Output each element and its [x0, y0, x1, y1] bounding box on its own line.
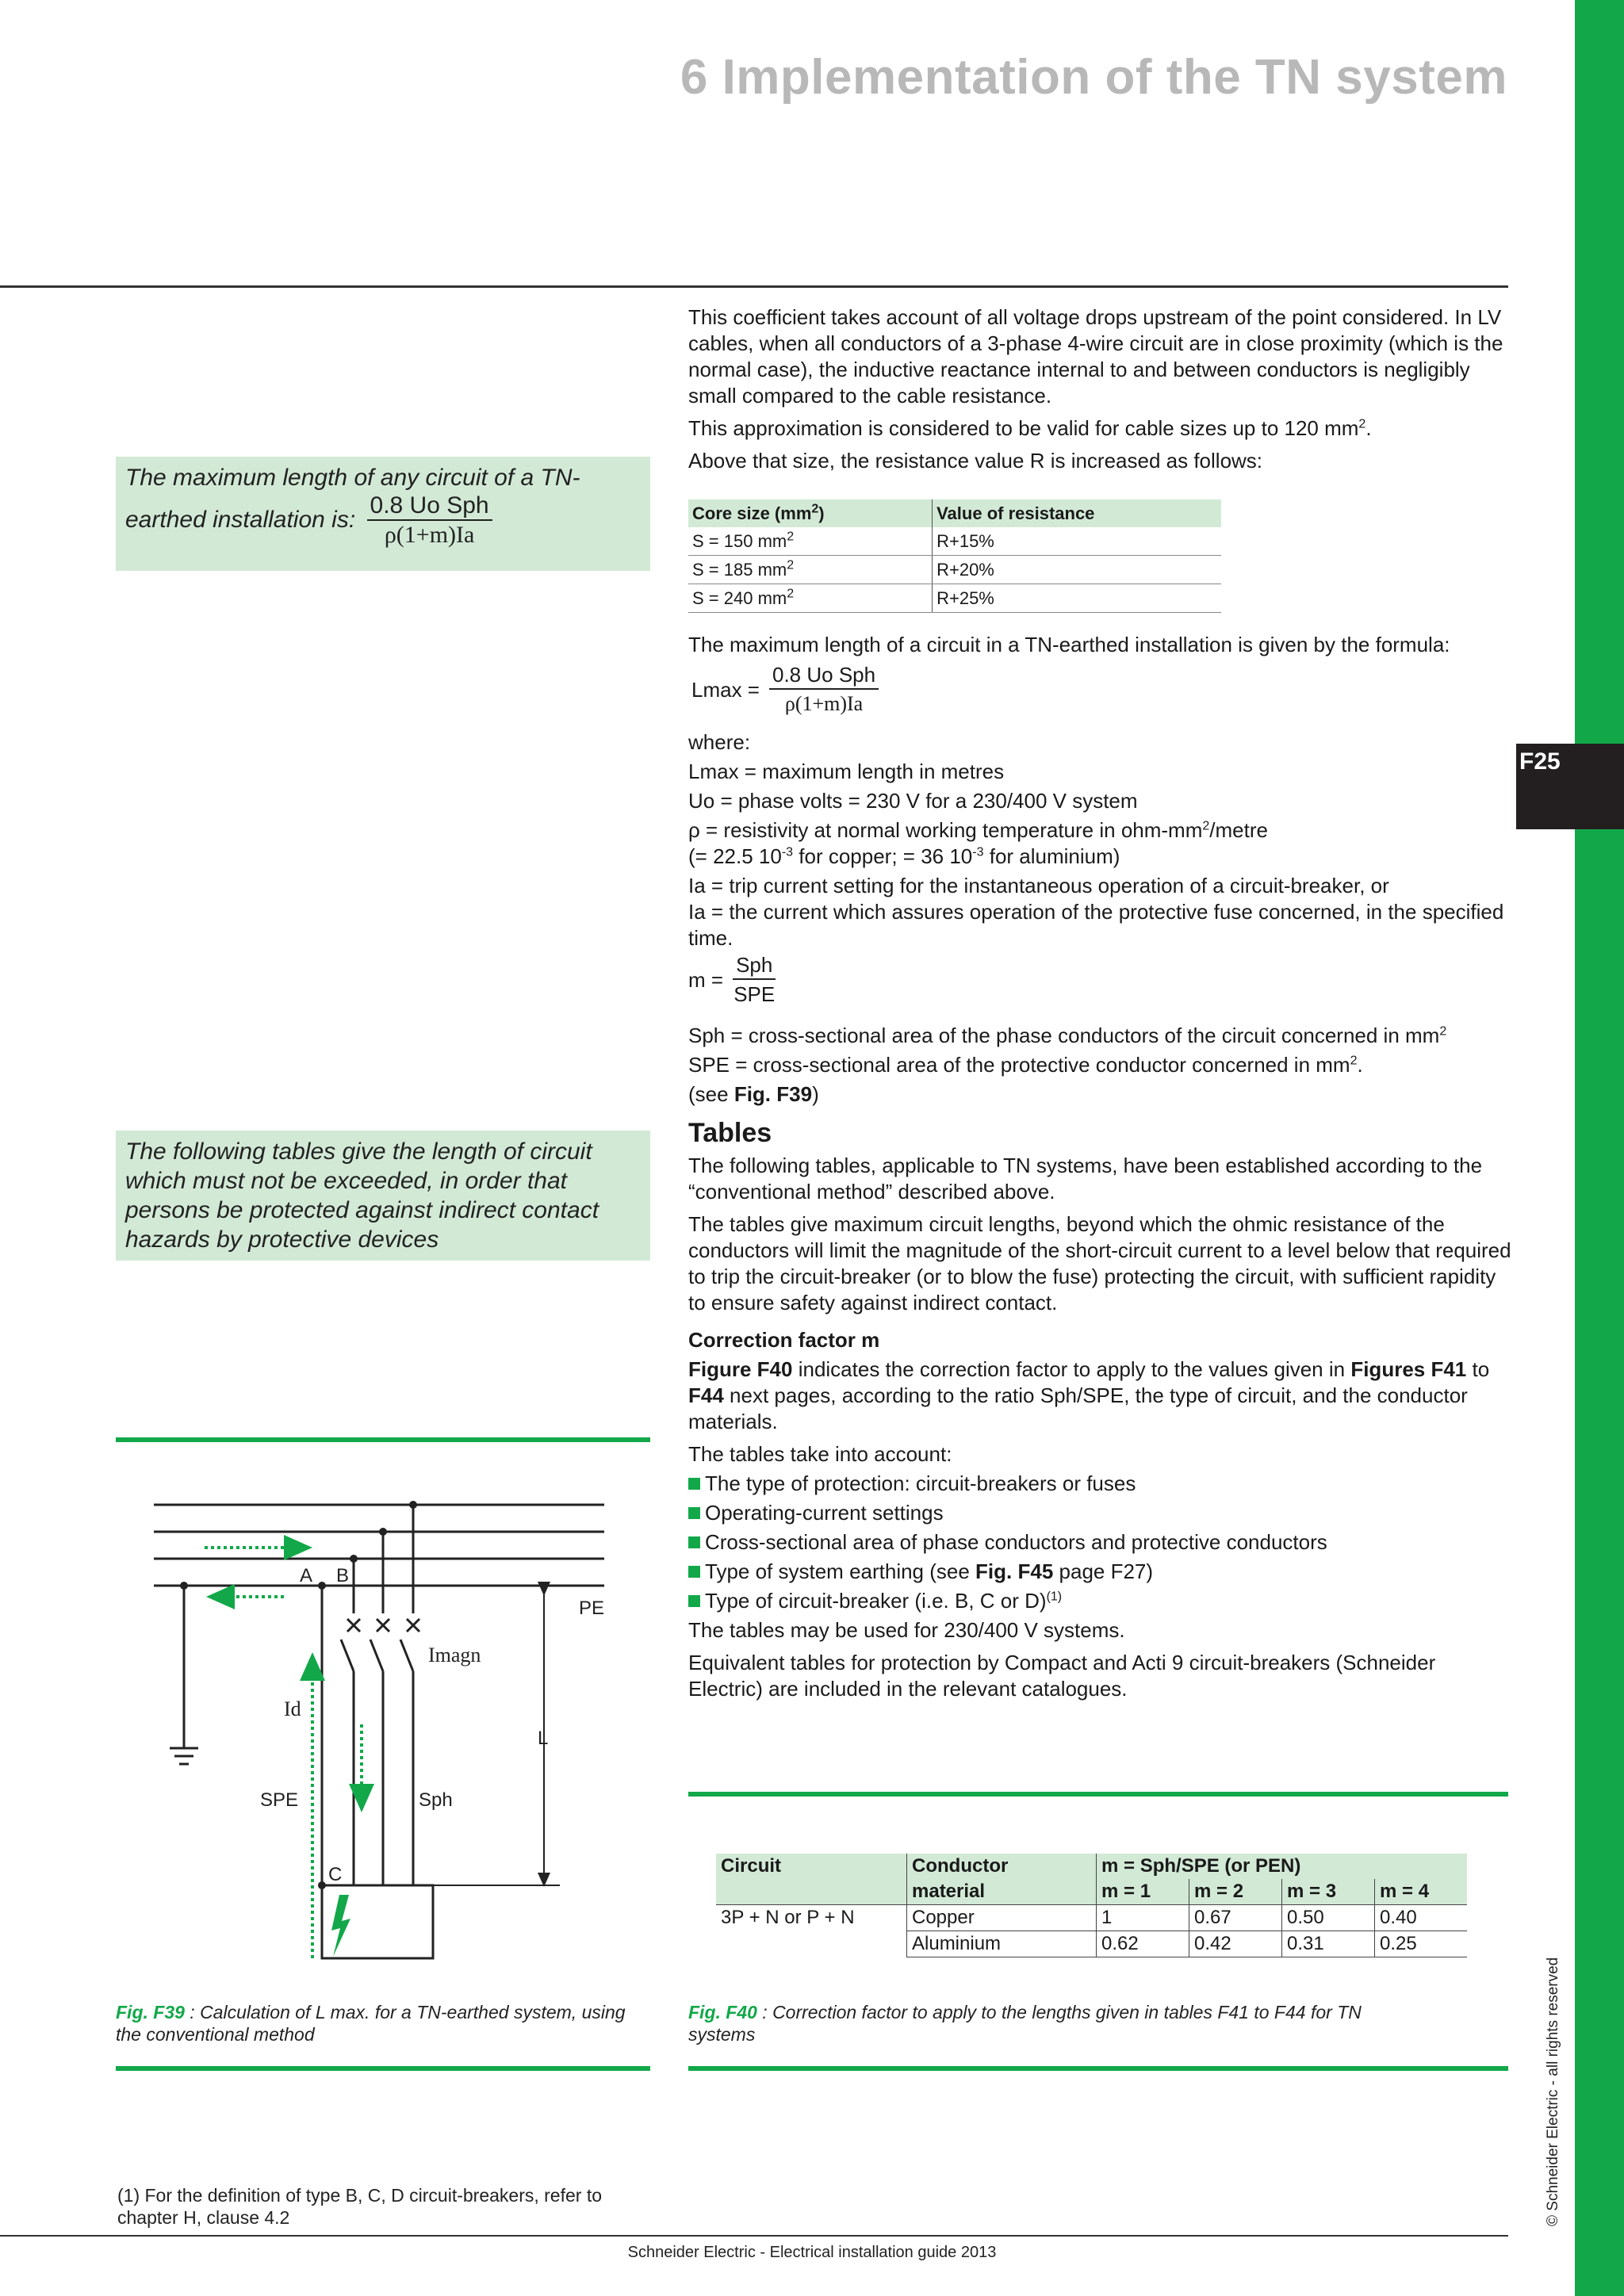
footnote: (1) For the definition of type B, C, D circuit-breakers, refer to chapter H, clause 4.2 — [117, 2185, 603, 2228]
paragraph: Equivalent tables for protection by Compact and Acti 9 circuit-breakers (Schneider Electric) are included in the relevant catalogues. — [688, 1651, 1436, 1701]
summary-text: The maximum length of any circuit of a TN-earthed installation is: — [125, 465, 580, 533]
breaker-contacts — [347, 1619, 419, 1632]
header-rule — [0, 285, 1508, 288]
label-a: A — [300, 1565, 313, 1586]
summary-box-max-length — [116, 457, 650, 571]
table-cell: 0.67 — [1189, 1905, 1282, 1931]
figure-caption-f39 — [116, 2001, 650, 2045]
section-heading: Tables — [688, 1118, 772, 1148]
definition-line: Sph = cross-sectional area of the phase conductors of the circuit concerned in $mm^2$ — [688, 1024, 1447, 1047]
table-row — [716, 1905, 1467, 1931]
bullet-item: Operating-current settings — [688, 1500, 1513, 1526]
footer-text: Schneider Electric - Electrical installation guide 2013 — [627, 2244, 997, 2261]
label-id: Id — [284, 1697, 301, 1720]
correction-factor-table — [716, 1854, 1467, 1957]
paragraph: This approximation is considered to be valid for cable sizes up to 120 $mm^2$. — [688, 416, 1372, 440]
summary-box-tables — [116, 1131, 650, 1261]
column-header — [716, 1879, 907, 1905]
formula-numerator: Sph — [733, 951, 776, 980]
paragraph: The following tables, applicable to TN systems, have been established according to the “conventional method” described above. — [688, 1154, 1483, 1203]
formula-numerator: 0.8 Uo Sph — [367, 492, 492, 521]
table-cell: R+25% — [933, 584, 1221, 613]
formula-denominator: ρ(1+m)Ia — [784, 692, 864, 715]
bullet-item: Cross-sectional area of phase conductors and protective conductors — [688, 1529, 1513, 1556]
column-header: m = 3 — [1282, 1879, 1375, 1905]
definition-line: (see Fig. F39) — [688, 1082, 819, 1106]
table-cell: 0.62 — [1097, 1931, 1189, 1957]
bullet-item: Type of system earthing (see Fig. F45 page F27) — [688, 1559, 1513, 1585]
definition-line: Lmax = maximum length in metres — [688, 760, 1005, 783]
table-row — [688, 584, 1221, 613]
copyright-notice: © Schneider Electric - all rights reserved — [1545, 1957, 1561, 2226]
formula-fraction — [769, 661, 879, 718]
table-cell — [716, 1931, 907, 1957]
caption-text: : Calculation of L max. for a TN-earthed system, using the conventional method — [116, 2002, 626, 2045]
column-header: m = 4 — [1375, 1879, 1468, 1905]
label-l: L — [538, 1728, 549, 1749]
table-header-row — [688, 499, 1221, 527]
paragraph: Above that size, the resistance value R is increased as follows: — [688, 449, 1263, 473]
page-number-tab — [1516, 744, 1624, 829]
tn-system-diagram — [116, 1475, 650, 1982]
paragraph: This coefficient takes account of all voltage drops upstream of the point considered. In LV cables, when all conductors of a 3-phase 4-wire circuit are in close proximity (which is the normal case), the inductive reactance internal to and between conductors is negligibly small compared to the cable resistance. — [688, 305, 1503, 408]
figure-rule — [116, 2066, 650, 2071]
table-cell: 0.50 — [1282, 1905, 1375, 1931]
definition-line: SPE = cross-sectional area of the protective conductor concerned in $mm^2$. — [688, 1053, 1363, 1077]
column-header: Value of resistance — [933, 499, 1221, 527]
table-cell: Copper — [907, 1905, 1097, 1931]
column-header: Circuit — [716, 1854, 907, 1879]
formula-denominator: SPE — [733, 982, 776, 1006]
label-b: B — [336, 1565, 350, 1586]
paragraph: The tables give maximum circuit lengths, beyond which the ohmic resistance of the conductors will limit the magnitude of the short-circuit current to a level below that required to trip the circuit-breaker (or to blow the fuse) protecting the circuit, with sufficient rapidity to ensure safety against indirect contact. — [688, 1212, 1511, 1314]
table-row — [688, 527, 1221, 556]
table-cell: 0.40 — [1375, 1905, 1468, 1931]
column-header: Core size $(mm^2)$ — [688, 499, 933, 527]
column-header: material — [907, 1879, 1097, 1905]
column-header: m = Sph/SPE (or PEN) — [1097, 1854, 1468, 1879]
formula-lhs: Lmax = — [691, 677, 760, 702]
formula-fraction — [733, 951, 776, 1008]
definition-line: (= 22.5 $10^{-3}$ for copper; = 36 $10^{-3}$ for aluminium) — [688, 844, 1120, 868]
table-cell: S = 185 $mm^2$ — [688, 556, 933, 584]
column-header: m = 1 — [1097, 1879, 1189, 1905]
formula-denominator: ρ(1+m)Ia — [384, 522, 475, 548]
bullet-item: The type of protection: circuit-breakers or fuses — [688, 1471, 1513, 1497]
caption-text: : Correction factor to apply to the lengths given in tables F41 to F44 for TN systems — [688, 2002, 1362, 2045]
table-cell: S = 150 $mm^2$ — [688, 527, 933, 556]
paragraph: The tables take into account: — [688, 1442, 952, 1466]
column-header: m = 2 — [1189, 1879, 1282, 1905]
table-cell: 0.42 — [1189, 1931, 1282, 1957]
label-spe: SPE — [260, 1789, 299, 1811]
definition-line: Uo = phase volts = 230 V for a 230/400 V system — [688, 789, 1138, 813]
paragraph: The tables may be used for 230/400 V systems. — [688, 1618, 1125, 1642]
label-imagn: Imagn — [428, 1644, 481, 1667]
definition-line: Ia = the current which assures operation of the protective fuse concerned, in the specified time. — [688, 900, 1504, 950]
caption-label: Fig. F40 — [688, 2002, 757, 2022]
table-cell: 1 — [1097, 1905, 1189, 1931]
label-c: C — [328, 1864, 343, 1885]
caption-label: Fig. F39 — [116, 2002, 185, 2022]
table-row — [716, 1931, 1467, 1957]
page-number: F25 — [1519, 748, 1561, 775]
figure-rule — [688, 2066, 1508, 2071]
definition-line: ρ = resistivity at normal working temperature in ohm-$mm^2$/metre — [688, 818, 1268, 842]
label-sph: Sph — [419, 1789, 453, 1811]
resistance-table — [688, 499, 1221, 613]
table-header-row — [716, 1879, 1467, 1905]
table-cell: Aluminium — [907, 1931, 1097, 1957]
figure-rule — [116, 1437, 650, 1442]
paragraph: The maximum length of a circuit in a TN-earthed installation is given by the formula: — [688, 633, 1450, 656]
formula-lhs: m = — [688, 967, 724, 992]
formula-numerator: 0.8 Uo Sph — [769, 661, 879, 690]
paragraph: where: — [688, 730, 751, 754]
paragraph: Figure F40 indicates the correction factor to apply to the values given in Figures F41 to F44 next pages, according to the ratio Sph/SPE, the type of circuit, and the conductor materials. — [688, 1357, 1490, 1433]
subheading: Correction factor m — [688, 1328, 880, 1352]
figure-caption-f40 — [688, 2001, 1386, 2045]
label-pe: PE — [579, 1598, 605, 1619]
table-cell: S = 240 $mm^2$ — [688, 584, 933, 613]
table-header-row — [716, 1854, 1467, 1879]
lmax-formula — [688, 661, 1513, 718]
footer-rule — [0, 2235, 1508, 2237]
figure-rule — [688, 1792, 1508, 1797]
summary-text: The following tables give the length of circuit which must not be exceeded, in order that persons be protected against indirect contact hazards by protective devices — [125, 1138, 599, 1253]
table-row — [688, 556, 1221, 584]
table-cell: 0.25 — [1375, 1931, 1468, 1957]
table-cell: R+15% — [933, 527, 1221, 556]
column-header: Conductor — [907, 1854, 1097, 1879]
bullet-item: Type of circuit-breaker (i.e. B, C or D)$^{(1)}$ — [688, 1588, 1513, 1614]
page-footer — [0, 2244, 1624, 2262]
fault-lightning-icon — [331, 1895, 350, 1957]
table-cell: 0.31 — [1282, 1931, 1375, 1957]
side-color-band — [1575, 0, 1624, 2296]
table-cell: 3P + N or P + N — [721, 1907, 855, 1928]
summary-formula — [367, 492, 492, 549]
definition-line: Ia = trip current setting for the instantaneous operation of a circuit-breaker, or — [688, 874, 1389, 897]
chapter-title: 6 Implementation of the TN system — [680, 50, 1507, 105]
m-formula — [688, 951, 1513, 1008]
main-text-column — [688, 304, 1513, 1709]
table-cell: R+20% — [933, 556, 1221, 584]
